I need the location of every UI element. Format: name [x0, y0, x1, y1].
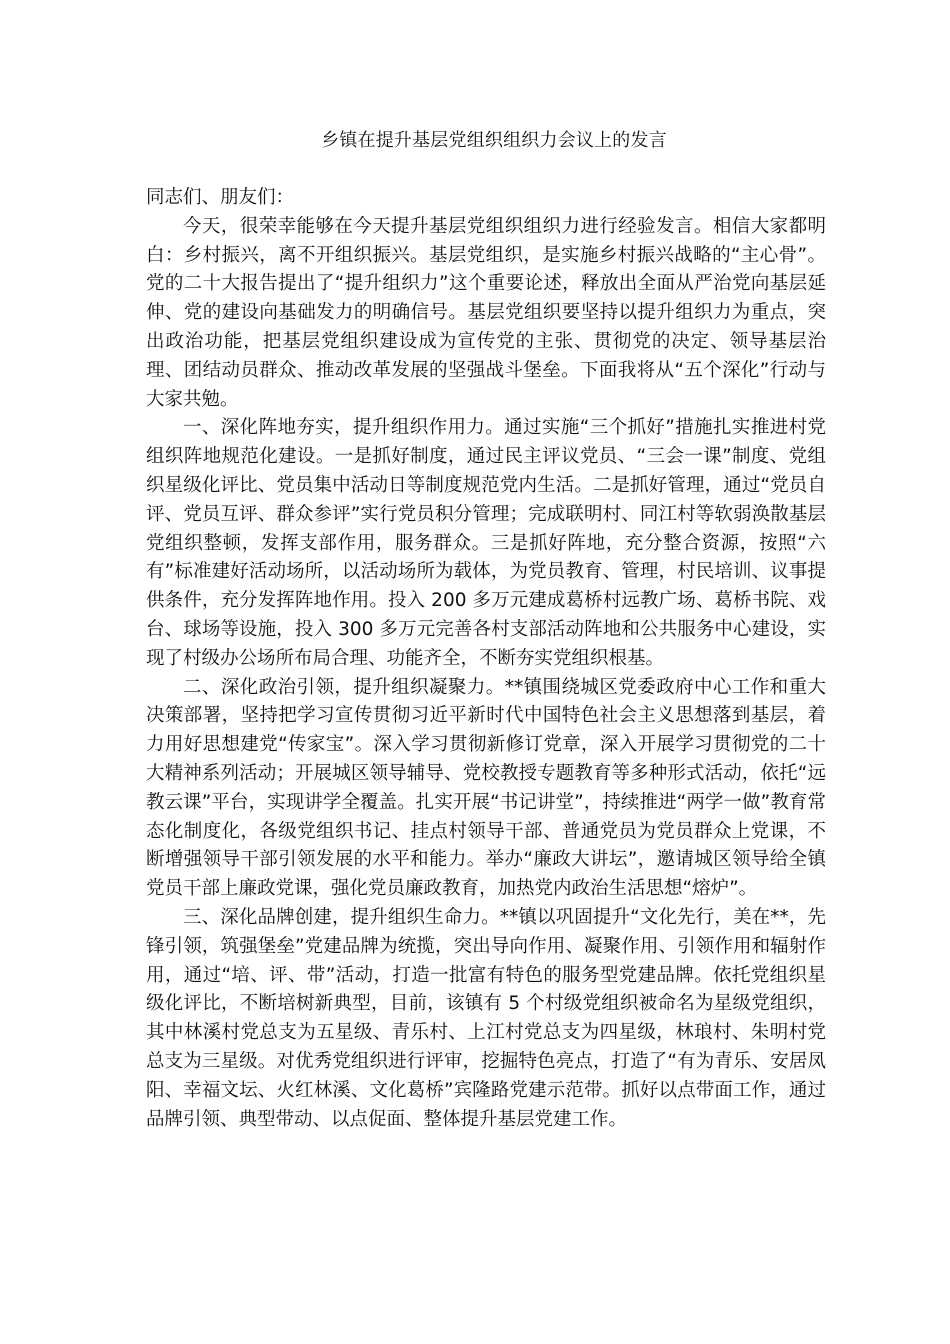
paragraph-introduction: 今天，很荣幸能够在今天提升基层党组织组织力进行经验发言。相信大家都明白：乡村振兴，离不开组织振兴。基层党组织，是实施乡村振兴战略的“主心骨”。党的二十大报告提出了“提升组织力”这个重要论述，释放出全面从严治党向基层延伸、党的建设向基础发力的明确信号。基层党组织要坚持以提升组织力为重点，突出政治功能，把基层党组织建设成为宣传党的主张、贯彻党的决定、领导基层治理、团结动员群众、推动改革发展的坚强战斗堡垒。下面我将从“五个深化”行动与大家共勉。	[146, 215, 826, 410]
document-body	[146, 184, 826, 1134]
paragraph-section-two: 二、深化政治引领，提升组织凝聚力。**镇围绕城区党委政府中心工作和重大决策部署，坚持把学习宣传贯彻习近平新时代中国特色社会主义思想落到基层，着力用好思想建党“传家宝”。深入学习贯彻新修订党章，深入开展学习贯彻党的二十大精神系列活动；开展城区领导辅导、党校教授专题教育等多种形式活动，依托“远教云课”平台，实现讲学全覆盖。扎实开展“书记讲堂”，持续推进“两学一做”教育常态化制度化，各级党组织书记、挂点村领导干部、普通党员为党员群众上党课，不断增强领导干部引领发展的水平和能力。举办“廉政大讲坛”，邀请城区领导给全镇党员干部上廉政党课，强化党员廉政教育，加热党内政治生活思想“熔炉”。	[146, 676, 826, 900]
paragraph-section-three: 三、深化品牌创建，提升组织生命力。**镇以巩固提升“文化先行，美在**，先锋引领，筑强堡垒”党建品牌为统揽，突出导向作用、凝聚作用、引领作用和辐射作用，通过“培、评、带”活动，打造一批富有特色的服务型党建品牌。依托党组织星级化评比，不断培树新典型，目前，该镇有 5 个村级党组织被命名为星级党组织，其中林溪村党总支为五星级、青乐村、上江村党总支为四星级，林琅村、朱明村党总支为三星级。对优秀党组织进行评审，挖掘特色亮点，打造了“有为青乐、安居凤阳、幸福文坛、火红林溪、文化葛桥”宾隆路党建示范带。抓好以点带面工作，通过品牌引领、典型带动、以点促面、整体提升基层党建工作。	[146, 906, 826, 1130]
paragraph-section-one: 一、深化阵地夯实，提升组织作用力。通过实施“三个抓好”措施扎实推进村党组织阵地规范化建设。一是抓好制度，通过民主评议党员、“三会一课”制度、党组织星级化评比、党员集中活动日等制度规范党内生活。二是抓好管理，通过“党员自评、党员互评、群众参评”实行党员积分管理；完成联明村、同江村等软弱涣散基层党组织整顿，发挥支部作用，服务群众。三是抓好阵地，充分整合资源，按照“六有”标准建好活动场所，以活动场所为载体，为党员教育、管理，村民培训、议事提供条件，充分发挥阵地作用。投入 200 多万元建成葛桥村远教广场、葛桥书院、戏台、球场等设施，投入 300 多万元完善各村支部活动阵地和公共服务中心建设，实现了村级办公场所布局合理、功能齐全，不断夯实党组织根基。	[146, 417, 826, 669]
salutation: 同志们、朋友们：	[146, 187, 295, 208]
document-title: 乡镇在提升基层党组织组织力会议上的发言	[321, 130, 667, 151]
